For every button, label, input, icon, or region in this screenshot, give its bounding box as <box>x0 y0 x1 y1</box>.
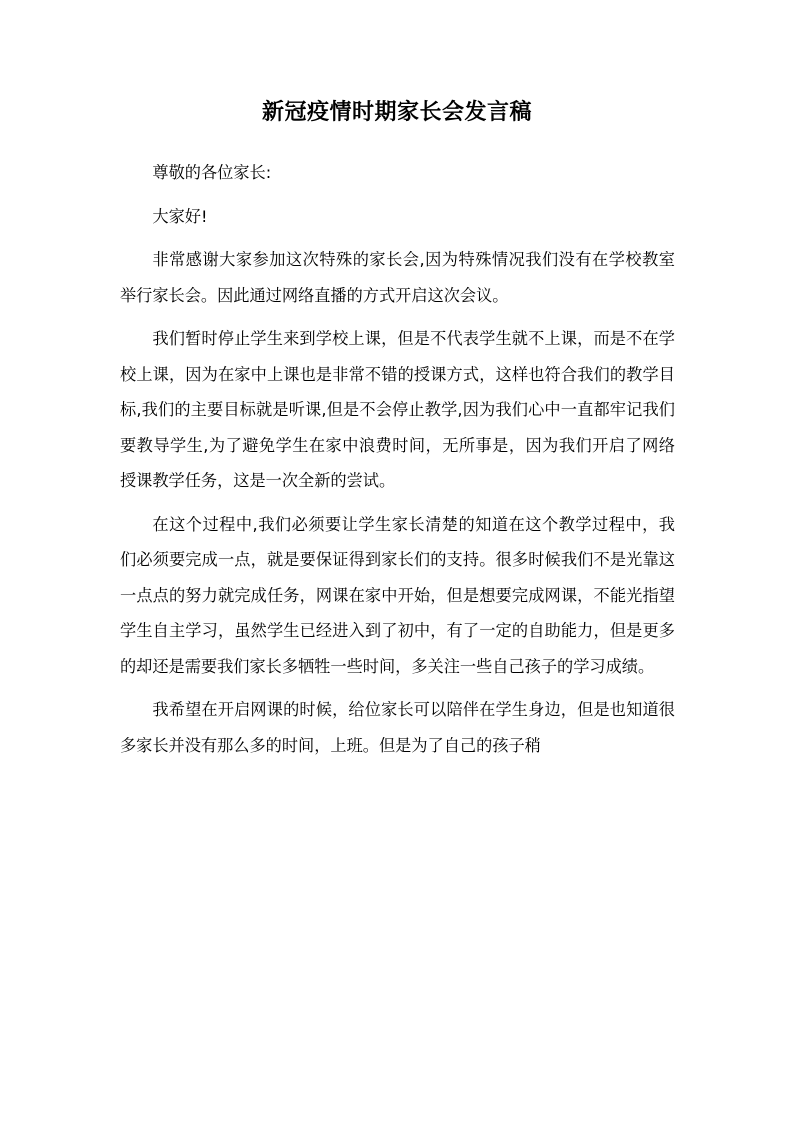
greeting: 大家好! <box>152 206 208 226</box>
paragraph: 我们暂时停止学生来到学校上课，但是不代表学生就不上课，而是不在学校上课，因为在家中上课也是非常不错的授课方式，这样也符合我们的教学目标,我们的主要目标就是听课,但是不会停止教学,因为我们心中一直都牢记我们要教导学生,为了避免学生在家中浪费时间，无所事是，因为我们开启了网络授课教学任务，这是一次全新的尝试。 <box>120 329 675 490</box>
paragraph: 非常感谢大家参加这次特殊的家长会,因为特殊情况我们没有在学校教室举行家长会。因此通过网络直播的方式开启这次会议。 <box>120 250 675 305</box>
paragraph-gap <box>120 234 675 242</box>
document-body <box>120 155 675 763</box>
paragraph-gap <box>120 313 675 321</box>
paragraph: 我希望在开启网课的时候，给位家长可以陪伴在学生身边，但是也知道很多家长并没有那么多的时间，上班。但是为了自己的孩子稍 <box>120 700 675 755</box>
paragraph-gap <box>120 499 675 507</box>
document-title: 新冠疫情时期家长会发言稿 <box>261 99 532 125</box>
salutation: 尊敬的各位家长: <box>152 163 272 182</box>
paragraph-gap <box>120 191 675 199</box>
paragraph-gap <box>120 684 675 692</box>
paragraph: 在这个过程中,我们必须要让学生家长清楚的知道在这个教学过程中，我们必须要完成一点，就是要保证得到家长们的支持。很多时候我们不是光靠这一点点的努力就完成任务，网课在家中开始，但是想要完成网课，不能光指望学生自主学习，虽然学生已经进入到了初中，有了一定的自助能力，但是更多的却还是需要我们家长多牺牲一些时间，多关注一些自己孩子的学习成绩。 <box>120 514 675 676</box>
